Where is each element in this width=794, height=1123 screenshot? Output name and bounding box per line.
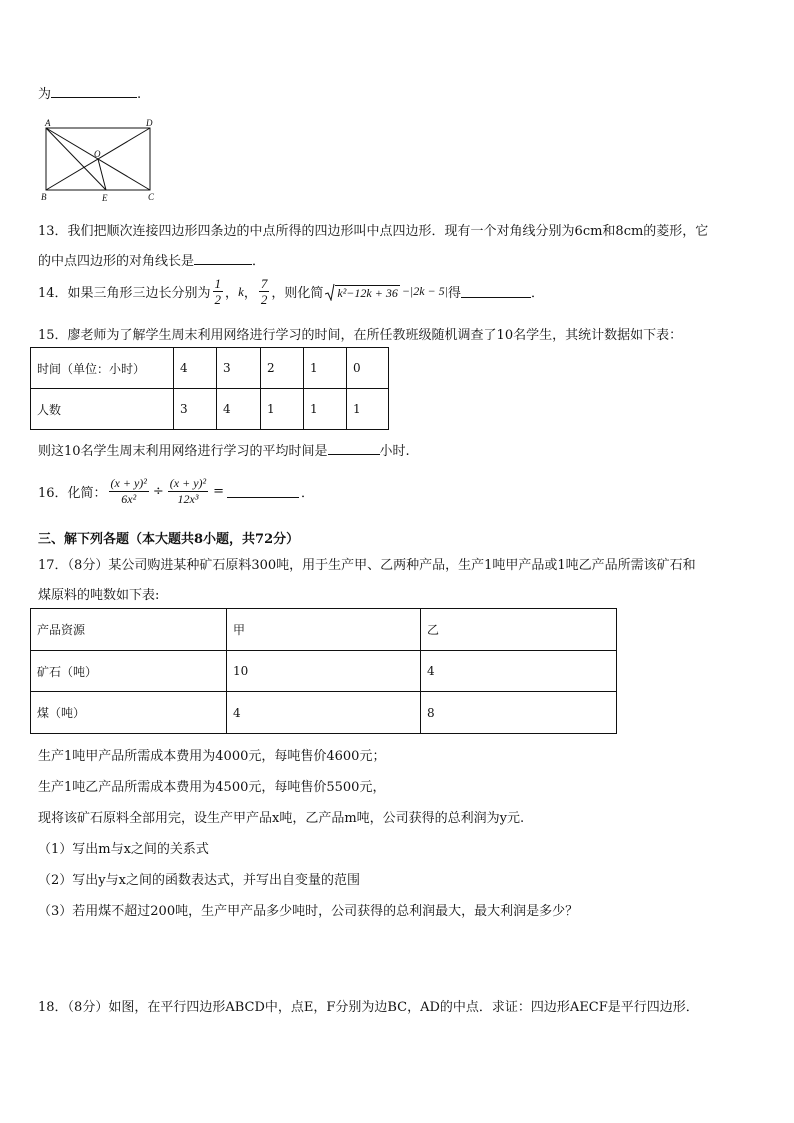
table-cell: 甲 [227,609,421,651]
label-o: O [94,149,101,159]
question-17-line1: 17．（8分）某公司购进某种矿石原料300吨，用于生产甲、乙两种产品，生产1吨甲产品或1吨乙产品所需该矿石和 [38,558,696,573]
question-13-line2: 的中点四边形的对角线长是 ． [38,254,266,269]
table-cell: 4 [217,389,261,430]
sqrt-expression: k²−12k + 36 [325,283,399,301]
table-cell: 1 [304,389,347,430]
table-cell: 0 [347,348,389,389]
question-15-ask: 则这10名学生周末利用网络进行学习的平均时间是 小时. [38,444,410,459]
question-17-sub1: （1）写出m与x之间的关系式 [38,842,209,857]
question-15-intro: 15．廖老师为了解学生周末利用网络进行学习的时间，在所任教班级随机调查了10名学生，其统计数据如下表： [38,328,683,343]
label-b: B [41,192,47,202]
table-row [31,651,617,692]
question-17-sub2: （2）写出y与x之间的函数表达式，并写出自变量的范围 [38,873,360,888]
table-cell: 1 [261,389,304,430]
table-row [31,692,617,734]
fraction-one-half: $\frac{1}{2}$ [214,276,222,307]
radical-sign-icon [325,283,335,301]
table-cell: 3 [217,348,261,389]
question-14: 14．如果三角形三边长分别为 $\frac{1}{2}$ ， k ， $\frac{7}{2}$ ，则化简 k²−12k + 36 −|2k − 5| 得 ． [38,276,544,307]
question-18: 18．（8分）如图，在平行四边形ABCD中，点E，F分别为边BC，AD的中点．求证：四边形AECF是平行四边形． [38,1000,699,1015]
table-cell: 10 [227,651,421,692]
table-cell: 乙 [421,609,617,651]
table-cell: 时间（单位：小时） [31,348,174,389]
table-cell: 1 [347,389,389,430]
figure-rectangle-abcd [38,116,163,206]
question-13-line1: 13．我们把顺次连接四边形四条边的中点所得的四边形叫中点四边形．现有一个对角线分别为6cm和8cm的菱形，它 [38,224,709,239]
question-17-cost1: 生产1吨甲产品所需成本费用为4000元，每吨售价4600元； [38,749,386,764]
table-row [31,389,389,430]
table-cell: 2 [261,348,304,389]
segment-ae [46,128,106,190]
table-cell: 矿石（吨） [31,651,227,692]
table-cell: 4 [227,692,421,734]
label-a: A [45,118,51,128]
label-c: C [148,192,155,202]
question-17-setup: 现将该矿石原料全部用完，设生产甲产品x吨，乙产品m吨，公司获得的总利润为y元. [38,811,525,826]
answer-blank [194,252,252,265]
question-16: 16．化简： $\frac{\text{(x + y)²}}{\text{6x²}}$ ÷ $\frac{\text{(x + y)²}}{\text{12x³}}$ = ． [38,476,315,506]
fraction-seven-halves: $\frac{7}{2}$ [260,276,268,307]
table-row [31,609,617,651]
section-3-title: 三、解下列各题（本大题共8小题，共72分） [38,532,300,547]
table-cell: 4 [421,651,617,692]
answer-blank [328,442,380,455]
question-17-sub3: （3）若用煤不超过200吨，生产甲产品多少吨时，公司获得的总利润最大，最大利润是多少？ [38,904,579,919]
table-cell: 人数 [31,389,174,430]
time-survey-table [30,347,389,430]
label-e: E [102,193,108,203]
question-17-line2: 煤原料的吨数如下表: [38,588,160,603]
answer-blank [51,85,137,98]
table-cell: 1 [304,348,347,389]
table-cell: 3 [174,389,217,430]
answer-line-12: 为 . [38,87,142,102]
table-cell: 8 [421,692,617,734]
table-row [31,348,389,389]
table-cell: 4 [174,348,217,389]
answer-blank [227,485,299,498]
fraction-1: $\frac{\text{(x + y)²}}{\text{6x²}}$ [110,476,147,506]
label-d: D [146,118,153,128]
answer-blank [461,285,531,298]
table-cell: 煤（吨） [31,692,227,734]
question-17-cost2: 生产1吨乙产品所需成本费用为4500元，每吨售价5500元， [38,780,386,795]
resource-table [30,608,617,734]
fraction-2: $\frac{\text{(x + y)²}}{\text{12x³}}$ [169,476,207,506]
table-cell: 产品资源 [31,609,227,651]
